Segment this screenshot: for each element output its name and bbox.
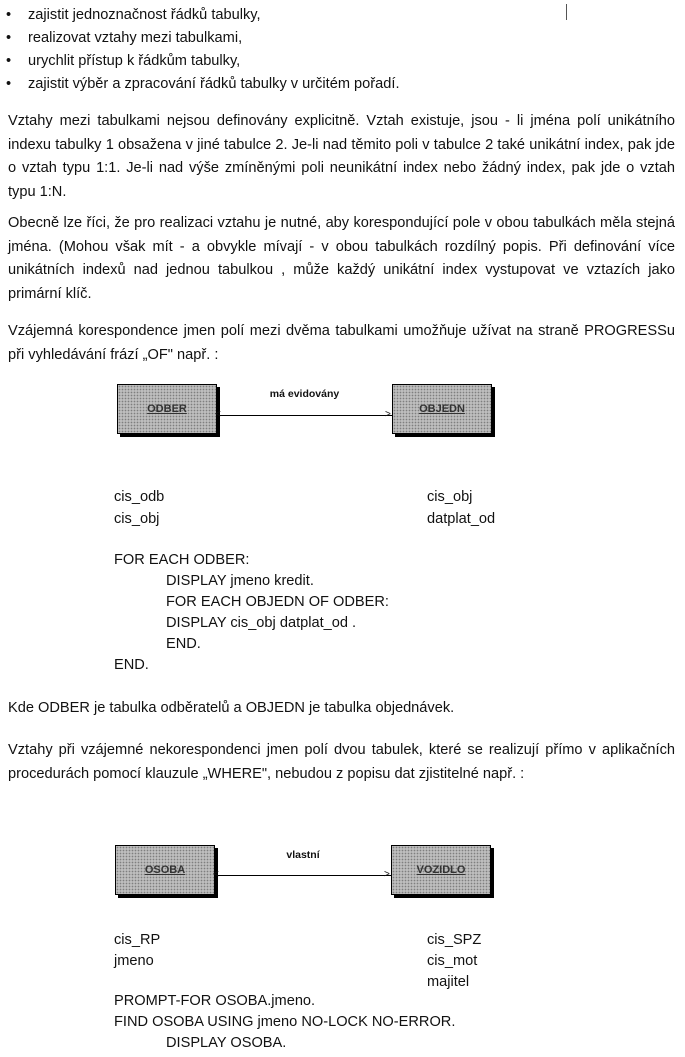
list-item: • zajistit jednoznačnost řádků tabulky, [6, 4, 666, 27]
entity-box-osoba: OSOBA [115, 845, 215, 895]
relation-line [217, 415, 392, 416]
relation-label: vlastní [286, 849, 320, 861]
field-name: cis_obj [114, 511, 160, 527]
field-name: cis_obj [427, 489, 473, 505]
bullet-icon: • [6, 30, 12, 46]
field-name: datplat_od [427, 511, 496, 527]
field-name: cis_mot [427, 953, 478, 969]
bullet-icon: • [6, 53, 12, 69]
paragraph-relations: Vztahy mezi tabulkami nejsou definovány explicitně. Vztah existuje, jsou - li jména polí unikátního indexu tabulky 1 obsažena v jiné tabulce 2. Je-li nad těmito poli v tabulce 2 také unikátní index, pak jde o vztah typu 1:1. Je-li nad výše zmíněnými poli neunikátní index nebo žádný index, pak jde o vztah typu 1:N. [8, 113, 675, 200]
field-name: cis_odb [114, 489, 165, 505]
field-name: majitel [427, 974, 470, 990]
bullet-list [6, 4, 666, 96]
bullet-icon: • [6, 76, 12, 92]
code-line: PROMPT-FOR OSOBA.jmeno. [114, 993, 316, 1009]
entity-box-objedn: OBJEDN [392, 384, 492, 434]
arrow-right-icon: > [384, 869, 390, 880]
code-line: FIND OSOBA USING jmeno NO-LOCK NO-ERROR. [114, 1014, 456, 1030]
paragraph-correspondence: Vzájemná korespondence jmen polí mezi dvěma tabulkami umožňuje užívat na straně PROGRESSu při vyhledávání frází „OF" např. : [8, 323, 675, 363]
code-line: DISPLAY OSOBA. [166, 1035, 287, 1051]
list-item: • realizovat vztahy mezi tabulkami, [6, 27, 666, 50]
code-line: FOR EACH OBJEDN OF ODBER: [166, 594, 389, 610]
arrow-left-icon: < [213, 869, 219, 880]
arrow-right-icon: > [385, 409, 391, 420]
list-item: • urychlit přístup k řádkům tabulky, [6, 50, 666, 73]
relation-line [215, 875, 391, 876]
field-name: cis_SPZ [427, 932, 482, 948]
bullet-icon: • [6, 7, 12, 23]
entity-box-odber: ODBER [117, 384, 217, 434]
field-name: jmeno [114, 953, 154, 969]
field-name: cis_RP [114, 932, 161, 948]
arrow-left-icon: < [215, 409, 221, 420]
paragraph-noncorrespondence: Vztahy při vzájemné nekorespondenci jmen polí dvou tabulek, které se realizují přímo v aplikačních procedurách pomocí klauzule „WHERE", nebudou z popisu dat zjistitelné např. : [8, 742, 675, 782]
code-line: DISPLAY jmeno kredit. [166, 573, 314, 589]
entity-box-vozidlo: VOZIDLO [391, 845, 491, 895]
code-line: DISPLAY cis_obj datplat_od . [166, 615, 357, 631]
paragraph-general: Obecně lze říci, že pro realizaci vztahu je nutné, aby korespondující pole v obou tabulkách měla stejná jména. (Mohou však mít - a obvykle mívají - v obou tabulkách rozdílný popis. Při definování více unikátních indexů nad jednou tabulkou , může každý unikátní index vystupovat ve vztazích jako primární klíč. [8, 215, 675, 302]
paragraph-table-desc: Kde ODBER je tabulka odběratelů a OBJEDN je tabulka objednávek. [8, 700, 455, 716]
code-line: FOR EACH ODBER: [114, 552, 250, 568]
code-line: END. [166, 636, 201, 652]
relation-label: má evidovány [269, 388, 340, 400]
code-line: END. [114, 657, 149, 673]
list-item: • zajistit výběr a zpracování řádků tabulky v určitém pořadí. [6, 73, 666, 96]
